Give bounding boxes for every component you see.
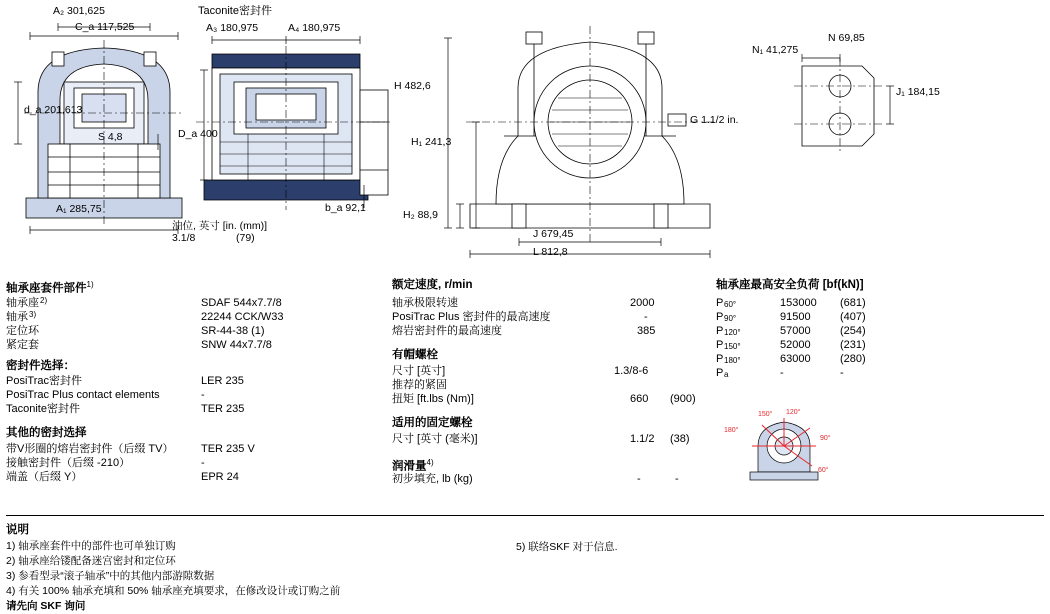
svg-text:150°: 150° (758, 411, 773, 418)
other-seal-title: 其他的密封选择 (6, 427, 87, 439)
row-label: P (716, 367, 724, 379)
row-value: LER 235 (201, 375, 244, 387)
row-value: - (780, 367, 784, 379)
table-row (392, 392, 696, 406)
dim-Ca: C_a 117,525 (75, 21, 135, 33)
table-row (6, 310, 376, 324)
row-label: 接触密封件（后缀 -210） (6, 457, 131, 469)
table-row (716, 338, 1046, 352)
dim-G: G 1.1/2 in. (690, 114, 739, 126)
row-label: P (716, 311, 724, 323)
colA-title-row (6, 278, 376, 296)
table-row (6, 296, 376, 310)
lubrication-title: 润滑量 (392, 460, 427, 473)
oil-level-value-mm: (79) (236, 232, 255, 244)
colA-title: 轴承座套件部件 (6, 282, 87, 295)
row-value: 52000 (780, 339, 811, 351)
technical-drawings (0, 0, 1050, 272)
row-label: 轴承座 (6, 297, 39, 309)
footnote-1: 1) 轴承座套件中的部件也可单独订购 (6, 540, 176, 552)
row-label-sub: 180° (724, 356, 741, 365)
row-value: 57000 (780, 325, 811, 337)
seal-options-title-row (6, 352, 376, 374)
row-value-alt: (407) (840, 311, 866, 323)
row-label: 推荐的紧固 (392, 379, 447, 391)
dim-A2: A₂ 301,625 (53, 5, 105, 17)
dim-ba: b_a 92,1 (325, 202, 366, 214)
row-value-alt: (254) (840, 325, 866, 337)
table-row (716, 324, 1046, 338)
footnote-4b: 请先向 SKF 询问 (6, 600, 86, 612)
footnote-3: 3) 参看型录“滚子轴承”中的其他内部游隙数据 (6, 570, 215, 582)
table-row (6, 388, 376, 402)
dim-N: N 69,85 (828, 32, 865, 44)
row-value: SDAF 544x7.7/8 (201, 297, 282, 309)
row-label-sup: 3) (29, 310, 37, 319)
row-label-sub: 60° (724, 300, 737, 309)
max-load-title: 轴承座最高安全负荷 [bf(kN)] (716, 279, 864, 291)
row-value: - (637, 473, 641, 485)
row-value: SNW 44x7.7/8 (201, 339, 272, 351)
bolt-title: 有帽螺栓 (392, 349, 438, 361)
row-value-alt: (38) (670, 433, 690, 445)
row-label: 轴承极限转速 (392, 297, 458, 309)
taconite-seal-title: Taconite密封件 (198, 5, 272, 17)
table-row (392, 432, 692, 446)
lub-title-row (392, 446, 692, 472)
row-label: P (716, 297, 724, 309)
other-seal-title-row (6, 416, 376, 442)
table-row (716, 310, 1046, 324)
lubrication-title-sup: 4) (426, 458, 434, 467)
speed-and-bolts-section (392, 278, 696, 486)
bolt-title-row (392, 338, 692, 364)
row-label: 尺寸 [英寸 (毫米)] (392, 433, 478, 445)
row-label: P (716, 339, 724, 351)
housing-kit-parts-section (6, 278, 376, 484)
row-value: - (201, 389, 205, 401)
table-row (6, 456, 376, 470)
row-label-sub: 150° (724, 342, 741, 351)
row-label: Taconite密封件 (6, 403, 80, 415)
footnote-4: 4) 有关 100% 轴承充填和 50% 轴承座充填要求，在修改设计或订购之前 (6, 585, 341, 597)
table-row (716, 352, 1046, 366)
row-value: SR-44-38 (1) (201, 325, 265, 337)
row-label: 端盖（后缀 Y） (6, 471, 83, 483)
row-label: PosiTrac Plus contact elements (6, 389, 160, 401)
dim-A1: A₁ 285,75 (56, 203, 102, 215)
row-value-alt: - (675, 473, 679, 485)
row-value-alt: (900) (670, 393, 696, 405)
row-value: TER 235 V (201, 443, 255, 455)
dim-H1: H₁ 241,3 (411, 136, 452, 148)
seal-options-title: 密封件选择： (6, 360, 75, 372)
speed-title-row (392, 278, 692, 296)
row-value: 153000 (780, 297, 817, 309)
table-row (392, 296, 692, 310)
row-label: PosiTrac Plus 密封件的最高速度 (392, 311, 551, 323)
footnote-2: 2) 轴承座给镂配备迷宫密封和定位环 (6, 555, 176, 567)
row-label: 轴承 (6, 311, 28, 323)
row-value-alt: (231) (840, 339, 866, 351)
dim-da: d_a 201,613 (24, 104, 83, 116)
table-row (716, 296, 1046, 310)
table-row (392, 364, 692, 378)
table-row (716, 366, 1046, 380)
svg-text:90°: 90° (820, 435, 831, 442)
row-label: 初步填充, lb (kg) (392, 473, 473, 485)
speed-title: 额定速度, r/min (392, 279, 473, 291)
row-label: 熔岩密封件的最高速度 (392, 325, 502, 337)
row-value-alt: (681) (840, 297, 866, 309)
table-row (6, 324, 376, 338)
dim-L: L 812,8 (533, 246, 568, 258)
svg-text:180°: 180° (724, 427, 739, 434)
row-label: 尺寸 [英寸] (392, 365, 446, 377)
table-row (392, 324, 692, 338)
dim-Da: D_a 400 (178, 128, 218, 140)
row-label-sup: 2) (40, 296, 48, 305)
footnotes-title: 说明 (6, 524, 29, 536)
oil-level-caption: 油位, 英寸 [in. (mm)] (172, 220, 268, 232)
table-row (6, 442, 376, 456)
row-label-sub: 120° (724, 328, 741, 337)
fix-title-row (392, 406, 692, 432)
row-label: P (716, 325, 724, 337)
row-value: 1.1/2 (630, 433, 655, 445)
row-value-alt: - (840, 367, 844, 379)
table-row (6, 338, 376, 352)
oil-level-value-in: 3.1/8 (172, 232, 196, 244)
row-value: TER 235 (201, 403, 245, 415)
row-value: - (201, 457, 205, 469)
row-label: 定位环 (6, 325, 39, 337)
table-row (392, 472, 692, 486)
row-value: 91500 (780, 311, 811, 323)
row-label: 带V形圈的熔岩密封件（后缀 TV） (6, 443, 174, 455)
dim-A4: A₄ 180,975 (288, 22, 341, 34)
dim-S: S 4,8 (98, 131, 123, 143)
row-value-alt: (280) (840, 353, 866, 365)
max-safe-load-section (716, 278, 1046, 474)
fix-bolt-title: 适用的固定螺栓 (392, 417, 473, 429)
row-label-sub: 90° (724, 314, 737, 323)
row-value: 660 (630, 393, 649, 405)
svg-text:120°: 120° (786, 409, 801, 416)
dim-H: H 482,6 (394, 80, 431, 92)
row-label: 扭矩 [ft.lbs (Nm)] (392, 393, 474, 405)
svg-text:60°: 60° (818, 467, 829, 474)
row-value: 385 (637, 325, 656, 337)
dim-N1: N₁ 41,275 (752, 44, 799, 56)
table-row (392, 310, 692, 324)
footnotes-section (6, 515, 526, 614)
row-label: P (716, 353, 724, 365)
colC-title-row (716, 278, 1046, 296)
row-value: EPR 24 (201, 471, 239, 483)
load-direction-diagram (724, 406, 874, 484)
row-value: 22244 CCK/W33 (201, 311, 284, 323)
dim-J1: J₁ 184,15 (896, 86, 940, 98)
dim-J: J 679,45 (533, 228, 574, 240)
row-value: 63000 (780, 353, 811, 365)
footnote-5: 5) 联络SKF 对于信息. (516, 541, 618, 553)
table-row (392, 378, 692, 392)
table-row (6, 470, 376, 484)
table-row (6, 402, 376, 416)
colA-title-sup: 1) (86, 280, 94, 289)
row-value: 2000 (630, 297, 655, 309)
table-row (6, 374, 376, 388)
row-value: - (644, 311, 648, 323)
dim-A3: A₃ 180,975 (206, 22, 259, 34)
row-label: 紧定套 (6, 339, 39, 351)
footnotes-divider (6, 515, 1044, 516)
dim-H2: H₂ 88,9 (403, 209, 439, 221)
row-value: 1.3/8-6 (614, 365, 649, 377)
row-label-sub: a (724, 370, 729, 379)
row-label: PosiTrac密封件 (6, 375, 82, 387)
